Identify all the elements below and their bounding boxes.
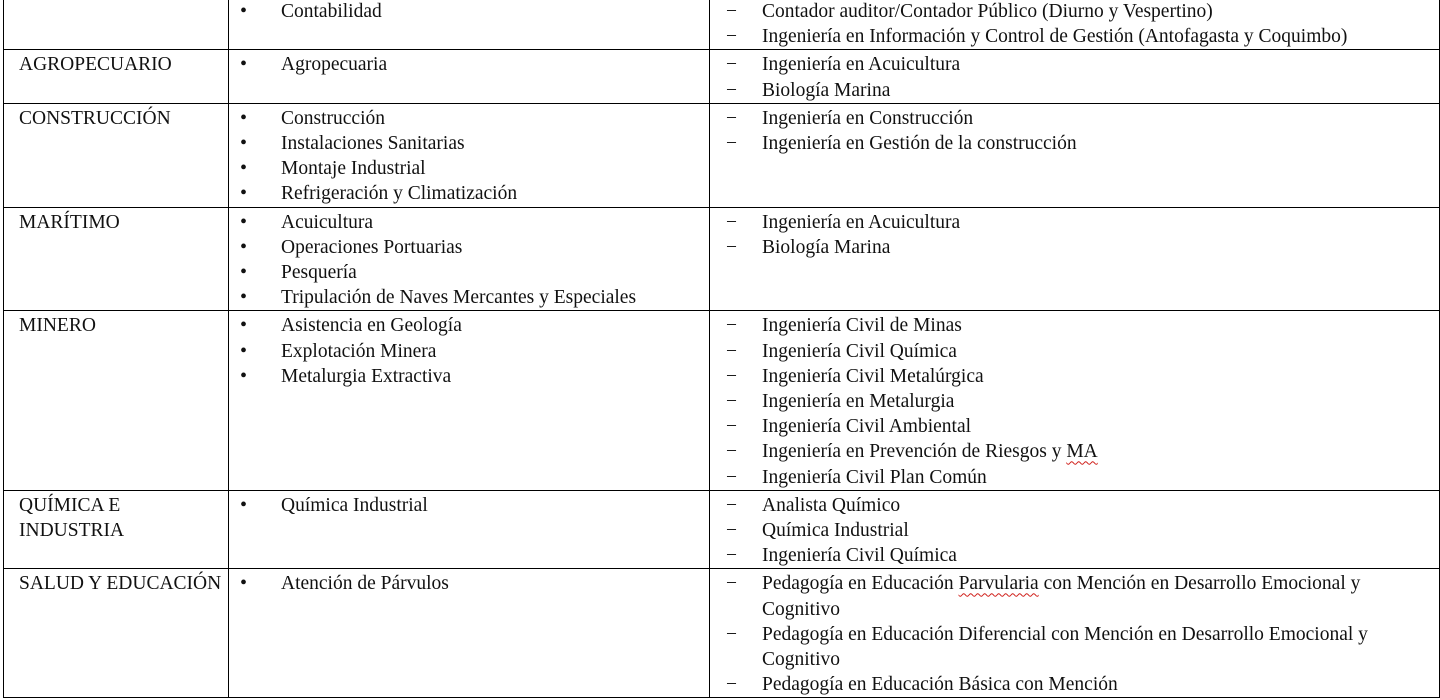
- careers-cell: [710, 490, 1440, 569]
- career-item: − Ingeniería en Acuicultura: [710, 210, 1439, 235]
- specialties-list: [229, 0, 709, 24]
- table-row-salud-y-educacion: [4, 569, 1440, 698]
- table-row-construccion: [4, 103, 1440, 207]
- career-item: − Ingeniería en Prevención de Riesgos y MA: [710, 439, 1439, 464]
- careers-table-body: [4, 0, 1440, 698]
- careers-list: [710, 571, 1439, 697]
- specialties-cell: [229, 103, 710, 207]
- careers-list: [710, 313, 1439, 489]
- sector-cell: MARÍTIMO: [4, 207, 229, 311]
- specialties-cell: [229, 569, 710, 698]
- career-item: − Ingeniería en Construcción: [710, 106, 1439, 131]
- specialty-item: • Instalaciones Sanitarias: [229, 131, 709, 156]
- career-item: − Analista Químico: [710, 493, 1439, 518]
- specialty-item: • Atención de Párvulos: [229, 571, 709, 596]
- specialty-item: • Operaciones Portuarias: [229, 235, 709, 260]
- career-item: − Ingeniería Civil Química: [710, 339, 1439, 364]
- specialty-item: • Asistencia en Geología: [229, 313, 709, 338]
- careers-list: [710, 0, 1439, 49]
- career-item: − Ingeniería Civil de Minas: [710, 313, 1439, 338]
- career-item: − Ingeniería en Información y Control de Gestión (Antofagasta y Coquimbo): [710, 24, 1439, 49]
- specialties-list: [229, 571, 709, 596]
- table-row-minero: [4, 311, 1440, 490]
- careers-list: [710, 106, 1439, 156]
- table-row-maritimo: [4, 207, 1440, 311]
- careers-list: [710, 493, 1439, 569]
- specialty-item: • Metalurgia Extractiva: [229, 364, 709, 389]
- specialties-cell: [229, 207, 710, 311]
- sector-cell: MINERO: [4, 311, 229, 490]
- careers-cell: [710, 50, 1440, 103]
- career-item: − Pedagogía en Educación Parvularia con Mención en Desarrollo Emocional y Cognitivo: [710, 571, 1439, 621]
- careers-list: [710, 210, 1439, 260]
- specialties-list: [229, 106, 709, 207]
- career-item: − Pedagogía en Educación Básica con Mención: [710, 672, 1439, 697]
- specialties-list: [229, 313, 709, 389]
- sector-cell: QUÍMICA E INDUSTRIA: [4, 490, 229, 569]
- spellcheck-underline: Parvularia: [958, 573, 1039, 595]
- specialty-item: • Tripulación de Naves Mercantes y Especiales: [229, 285, 709, 310]
- specialties-list: [229, 52, 709, 77]
- specialty-item: • Construcción: [229, 106, 709, 131]
- table-row-row: [4, 0, 1440, 50]
- specialty-item: • Pesquería: [229, 260, 709, 285]
- careers-cell: [710, 103, 1440, 207]
- specialty-item: • Acuicultura: [229, 210, 709, 235]
- careers-list: [710, 52, 1439, 102]
- sector-cell: SALUD Y EDUCACIÓN: [4, 569, 229, 698]
- career-item: − Biología Marina: [710, 78, 1439, 103]
- sector-cell: AGROPECUARIO: [4, 50, 229, 103]
- specialties-cell: [229, 311, 710, 490]
- table-row-agropecuario: [4, 50, 1440, 103]
- careers-cell: [710, 0, 1440, 50]
- specialty-item: • Montaje Industrial: [229, 156, 709, 181]
- careers-cell: [710, 207, 1440, 311]
- careers-cell: [710, 311, 1440, 490]
- careers-table: [3, 0, 1440, 698]
- career-item: − Pedagogía en Educación Diferencial con Mención en Desarrollo Emocional y Cognitivo: [710, 622, 1439, 672]
- spellcheck-underline: MA: [1066, 441, 1098, 463]
- specialty-item: • Química Industrial: [229, 493, 709, 518]
- specialties-list: [229, 493, 709, 518]
- careers-cell: [710, 569, 1440, 698]
- specialties-cell: [229, 490, 710, 569]
- sector-cell: [4, 0, 229, 50]
- specialties-cell: [229, 0, 710, 50]
- specialties-list: [229, 210, 709, 311]
- specialties-cell: [229, 50, 710, 103]
- specialty-item: • Contabilidad: [229, 0, 709, 24]
- table-row-quimica-e-industria: [4, 490, 1440, 569]
- specialty-item: • Refrigeración y Climatización: [229, 181, 709, 206]
- career-item: − Ingeniería Civil Ambiental: [710, 414, 1439, 439]
- career-item: − Ingeniería Civil Plan Común: [710, 465, 1439, 490]
- career-item: − Contador auditor/Contador Público (Diurno y Vespertino): [710, 0, 1439, 24]
- career-item: − Química Industrial: [710, 518, 1439, 543]
- specialty-item: • Agropecuaria: [229, 52, 709, 77]
- specialty-item: • Explotación Minera: [229, 339, 709, 364]
- sector-cell: CONSTRUCCIÓN: [4, 103, 229, 207]
- career-item: − Biología Marina: [710, 235, 1439, 260]
- career-item: − Ingeniería en Gestión de la construcción: [710, 131, 1439, 156]
- career-item: − Ingeniería en Metalurgia: [710, 389, 1439, 414]
- career-item: − Ingeniería Civil Metalúrgica: [710, 364, 1439, 389]
- career-item: − Ingeniería Civil Química: [710, 543, 1439, 568]
- career-item: − Ingeniería en Acuicultura: [710, 52, 1439, 77]
